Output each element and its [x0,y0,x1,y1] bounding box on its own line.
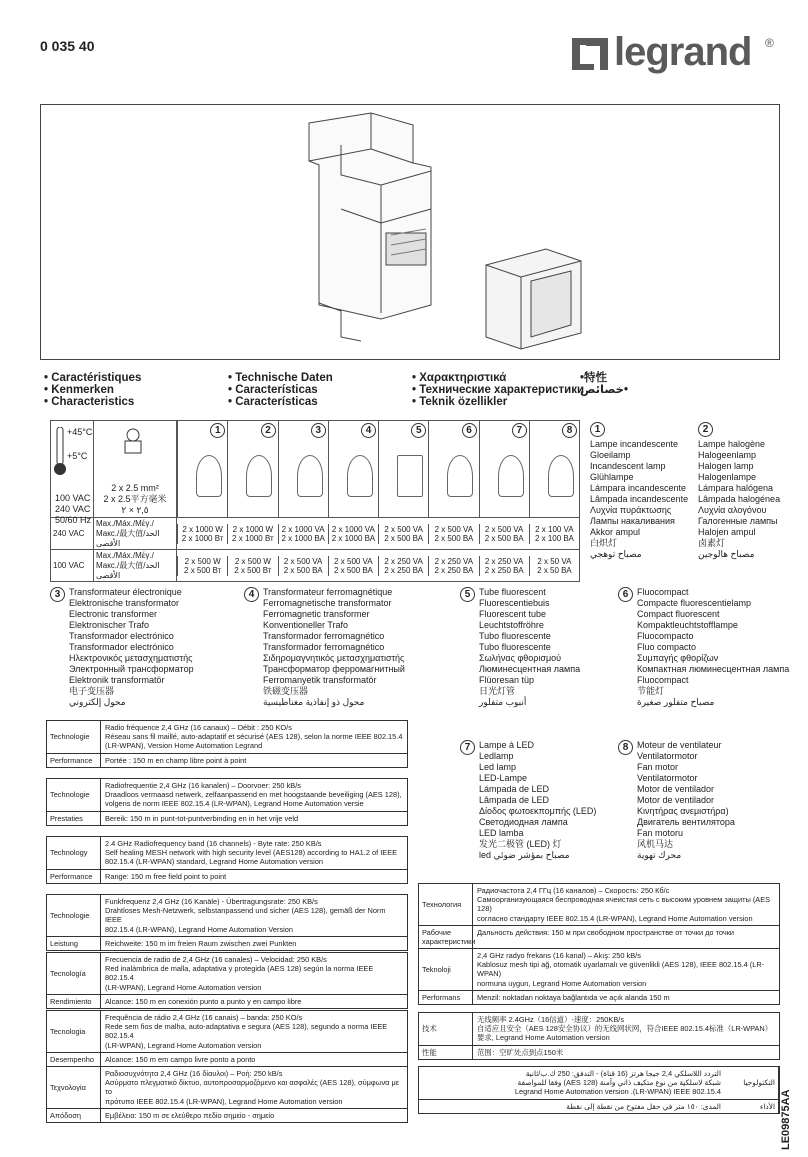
load-number: 6 [462,423,477,438]
row-label: Technologie [47,895,101,936]
performance-row [47,937,407,950]
legend-line: Галогенные лампы [698,516,778,526]
legend-line: Ventilatormotor [637,773,698,783]
row-value: 无线频率 2.4GHz（16信道）-速度：250KB/s 自适应且安全（AES 128安全协议）的无线网状网，符合IEEE 802.15.4标准（LR-WPAN） 要求, Legrand Home Automation version [477,1015,773,1043]
technology-row [47,953,407,995]
row-100-value-7: 2 x 250 VA 2 x 250 ВА [479,556,529,576]
legend-line: Elektronische transformator [69,598,180,608]
technology-row [419,1013,779,1046]
legend-line: Fluo compacto [637,642,697,652]
legend-line: Transformador electrónico [69,631,174,641]
legend-line: Kompaktleuchtstofflampe [637,620,738,630]
legend-line: محول إلكتروني [69,697,126,707]
legend-line: Ventilatormotor [637,751,698,761]
row-100-value-1: 2 x 500 W 2 x 500 Вт [177,556,227,576]
legend-line: Fluocompacto [637,631,694,641]
legend-line: Tubo fluorescente [479,631,551,641]
load-number: 8 [562,423,577,438]
legend-1: 1 Lampe incandescente Gloeilamp Incandescent lamp Glühlampe Lámpara incandescente Lâmpada incandescente Λυχνία πυράκτωσης Лампы накаливания Akkor ampul 白炽灯 مصباح توهجي [590,424,689,559]
header-col-1: • Caractéristiques • Kenmerken • Characteristics [44,372,142,408]
row-value: Reichweite: 150 m im freien Raum zwischen zwei Punkten [105,938,297,948]
technology-row [47,837,407,870]
load-icon [498,455,524,497]
legend-line: Incandescent lamp [590,461,666,471]
legend-line: 日光灯管 [479,686,516,696]
row-value: Menzil: noktadan noktaya bağlantıda ve açık alanda 150 m [477,992,670,1002]
performance-row [47,1109,407,1122]
row-240-value-2: 2 x 1000 W 2 x 1000 Вт [227,524,277,544]
spec-table [50,420,580,582]
legend-line: Компактная люминесцентная лампа [637,664,790,674]
legend-number: 7 [460,740,475,755]
load-icon [397,455,423,497]
row-label: Rendimiento [47,995,101,1008]
conditions-cell [51,421,94,525]
legend-line: Gloeilamp [590,450,631,460]
legend-line: Transformador ferromagnético [263,631,385,641]
row-value: Frecuencia de radio de 2,4 GHz (16 canales) – Velocidad: 250 KB/s Red inalámbrica de malla, adaptativa y protegida (AES 128) según la norma IEEE 802.15.4 (LR-WPAN), Legrand Home Automation version [105,955,374,992]
legend-line: Elektronik transformatör [69,675,165,685]
legend-line: Λυχνία πυράκτωσης [590,505,672,515]
legend-line: Fluocompact [637,675,689,685]
legend-line: Fluorescentiebuis [479,598,550,608]
legend-line: 发光二极管 (LED) 灯 [479,839,562,849]
legend-line: Glühlampe [590,472,634,482]
load-icon [246,455,272,497]
thermometer-icon [53,427,67,477]
load-number: 3 [311,423,326,438]
performance-row [47,995,407,1008]
legend-line: led مصباح بمؤشر ضوئي [479,850,570,860]
legend-line: Fan motor [637,762,679,772]
tech-table [46,952,408,1009]
legend-line: Fluorescent tube [479,609,547,619]
legend-line: Halojen ampul [698,527,756,537]
legend-line: Transformador electrónico [69,642,174,652]
row-label: Απόδοση [47,1109,101,1122]
header-col-4: •特性 خصائص• [580,372,628,396]
legend-line: Transformador ferromagnético [263,642,385,652]
technology-row [47,721,407,754]
legend-line: محرك تهوية [637,850,682,860]
load-number: 2 [261,423,276,438]
row-label: Performance [47,870,101,883]
legend-line: Tube fluorescent [479,587,546,597]
tech-table [418,948,780,1005]
legend-line: Akkor ampul [590,527,641,537]
legend-line: Halogen lamp [698,461,754,471]
load-icon [297,455,323,497]
legend-line: Lámpara incandescente [590,483,687,493]
row-value: Радиочастота 2,4 ГГц (16 каналов) – Скорость: 250 Кб/с Самоорганизующаяся беспроводная ячеистая сеть с высоким уровнем защиты (AES 128) согласно стандарту IEEE 802.15.4 (LR-WPAN), Legrand Home Automation version [477,886,771,923]
row-label: Leistung [47,937,101,950]
registered-mark: ® [765,36,774,50]
legend-7 [460,740,596,861]
terminal-screw-icon [118,425,148,455]
legend-line: Люминесцентная лампа [479,664,581,674]
brand-name: legrand [614,30,752,74]
row-label: Desempenho [47,1053,101,1066]
row-value: 范围：空旷处点到点150米 [477,1047,564,1057]
row-value: Εμβέλεια: 150 m σε ελεύθερο πεδίο σημείο - σημείο [105,1110,275,1120]
legend-line: Συμπαγής φθορίζων [637,653,719,663]
technology-row [419,949,779,991]
legend-line: Lámpara halógena [698,483,774,493]
load-column-4 [328,421,378,517]
legend-line: Compacte fluorescentielamp [637,598,752,608]
row-240-value-1: 2 x 1000 W 2 x 1000 Вт [177,524,227,544]
legend-line: Κινητήρας ανεμιστήρα) [637,806,729,816]
legend-8 [618,740,735,861]
legend-line: Светодиодная лампа [479,817,568,827]
legend-line: Flüoresan tüp [479,675,535,685]
row-100-value-8: 2 x 50 VA 2 x 50 ВА [529,556,579,576]
load-column-8 [529,421,579,517]
row-240-value-4: 2 x 1000 VA 2 x 1000 ВА [328,524,378,544]
legend-line: Konventioneller Trafo [263,620,349,630]
load-number: 7 [512,423,527,438]
legend-line: Motor de ventilador [637,795,715,805]
row-value: Alcance: 150 m en conexión punto a punto y en campo libre [105,996,302,1006]
legrand-logo [570,30,780,80]
legend-line: Tubo fluorescente [479,642,551,652]
legend-line: Ηλεκτρονικός μετασχηματιστής [69,653,193,663]
side-code: LE09875AA [780,1089,792,1150]
row-label: الأداء [725,1100,779,1113]
load-number: 5 [411,423,426,438]
performance-row [419,991,779,1004]
row-100-max: Max./Máx./Μέγ./ Макс./最大值/الحد الأقصى [94,550,177,582]
legend-line: Fan motoru [637,828,684,838]
tech-table [46,778,408,826]
row-240-value-8: 2 x 100 VA 2 x 100 ВА [529,524,579,544]
row-value: 2.4 GHz Radiofrequency band (16 channels) - Byte rate: 250 KB/s Self healing MESH network with high security level (AES128) according to HA1.2 of IEEE 802.15.4 (LR-WPAN) standard, Legrand Home Automation version [105,839,398,867]
legend-line: Lámpada de LED [479,784,550,794]
row-label: Технология [419,884,473,925]
row-value: Range: 150 m free field point to point [105,871,227,881]
legend-line: Ferromanyetik transformatör [263,675,377,685]
legend-line: Lampe à LED [479,740,535,750]
row-value: Portée : 150 m en champ libre point à point [105,755,247,765]
legend-line: Lâmpada de LED [479,795,550,805]
row-label: Tecnologia [47,1011,101,1052]
row-value: Дальность действия: 150 м при свободном пространстве от точки до точки [477,927,735,937]
legend-line: Elektronischer Trafo [69,620,150,630]
load-column-7 [479,421,529,517]
row-label: Performance [47,754,101,767]
load-number: 1 [210,423,225,438]
legend-5 [460,587,580,708]
legend-line: Halogeenlamp [698,450,757,460]
legend-line: محول ذو إنفاذية مغناطيسية [263,697,365,707]
load-column-6 [428,421,478,517]
row-value: Bereik: 150 m in punt-tot-puntverbinding en in het vrije veld [105,813,299,823]
row-label: Prestaties [47,812,101,825]
legend-line: Compact fluorescent [637,609,720,619]
legend-line: Ledlamp [479,751,514,761]
load-icon [347,455,373,497]
legend-number: 4 [244,587,259,602]
legend-line: 卤素灯 [698,538,726,548]
legend-line: 白炽灯 [590,538,618,548]
row-240-label: 240 VAC [51,518,94,550]
legend-line: Δίοδος φωτοεκπομπής (LED) [479,806,597,816]
legend-line: مصباح توهجي [590,549,642,559]
load-icon [196,455,222,497]
product-reference: 0 035 40 [40,38,95,54]
row-100-value-5: 2 x 250 VA 2 x 250 ВА [378,556,428,576]
technology-row [47,895,407,937]
row-100-value-4: 2 x 500 VA 2 x 500 ВА [328,556,378,576]
legend-2: 2 Lampe halogène Halogeenlamp Halogen lamp Halogenlampe Lámpara halógena Lâmpada halogénea Λυχνία αλογόνου Галогенные лампы Halojen ampul 卤素灯 مصباح هالوجين [698,424,781,559]
legend-number: 8 [618,740,633,755]
legend-6 [618,587,789,708]
tech-table [46,1066,408,1123]
tech-table [46,894,408,951]
legend-line: Λυχνία αλογόνου [698,505,767,515]
row-label: التكنولوجيا [725,1067,779,1099]
legend-line: مصباح هالوجين [698,549,755,559]
tech-table [46,836,408,884]
row-label: Рабочие характеристики [419,926,473,948]
legend-line: 电子变压器 [69,686,115,696]
legend-line: Moteur de ventilateur [637,740,722,750]
legrand-mark-icon [570,34,610,74]
load-icon [447,455,473,497]
legend-line: Lampe halogène [698,439,766,449]
row-240-value-5: 2 x 500 VA 2 x 500 ВА [378,524,428,544]
tech-table [46,720,408,768]
legend-line: Электронный трансформатор [69,664,194,674]
row-label: Technologie [47,779,101,811]
legend-line: Ferromagnetische transformator [263,598,392,608]
legend-line: مصباح متفلور صغيرة [637,697,715,707]
legend-line: LED lamba [479,828,524,838]
row-240-value-3: 2 x 1000 VA 2 x 1000 ВА [278,524,328,544]
voltage-list: 100 VAC 240 VAC 50/60 Hz [55,493,92,525]
wire-cell: 2 x 2.5 mm² 2 x 2.5平方毫米 ٢,٥ × ٢ [94,421,177,518]
legend-line: 节能灯 [637,686,665,696]
technology-row [47,1067,407,1109]
row-value: Radio fréquence 2,4 GHz (16 canaux) – Débit : 250 KO/s Réseau sans fil maillé, auto-adaptatif et sécurisé (AES 128), selon la norme IEEE 802.15.4 (LR-WPAN), Version Home Automation Legrand [105,723,403,751]
row-100-value-6: 2 x 250 VA 2 x 250 ВА [428,556,478,576]
tech-table [46,1010,408,1067]
performance-row [419,926,779,948]
legend-line: Σωλήνας φθορισμού [479,653,562,663]
load-column-3 [278,421,328,517]
row-value: Frequência de rádio 2,4 GHz (16 canais) – banda: 250 KO/s Rede sem fios de malha, auto-adaptativa e segura (AES 128), segundo a norma IEEE 802.15.4 (LR-WPAN), Legrand Home Automation version [105,1013,388,1050]
row-240-value-6: 2 x 500 VA 2 x 500 ВА [428,524,478,544]
temp-min: +5°C [67,451,88,461]
row-label: Technology [47,837,101,869]
legend-line: Lâmpada halogénea [698,494,781,504]
legend-line: Leuchtstoffröhre [479,620,544,630]
legend-number: 6 [618,587,633,602]
row-label: Tecnología [47,953,101,994]
temp-max: +45°C [67,427,93,437]
row-100-value-2: 2 x 500 W 2 x 500 Вт [227,556,277,576]
row-label: 性能 [419,1046,473,1059]
legend-line: Motor de ventilador [637,784,715,794]
legend-line: Led lamp [479,762,517,772]
row-label: Performans [419,991,473,1004]
technology-row [419,1067,779,1100]
legend-3 [50,587,194,708]
technology-row [47,779,407,812]
row-240-max: Max./Máx./Μέγ./ Макс./最大值/الحد الأقصى [94,518,177,550]
legend-line: Transformateur ferromagnétique [263,587,393,597]
legend-line: Fluocompact [637,587,689,597]
row-value: Funkfrequenz 2,4 GHz (16 Kanäle) - Übertragungsrate: 250 KB/s Drahtloses Mesh-Netzwerk, selbstanpassend und sicher (AES 128), gemäß der Norm IEEE 802.15.4 (LR-WPAN), Legrand Home Automation Version [105,897,386,934]
tech-table [418,883,780,949]
legend-line: Лампы накаливания [590,516,675,526]
legend-line: Halogenlampe [698,472,757,482]
row-100-value-3: 2 x 500 VA 2 x 500 ВА [278,556,328,576]
load-column-1 [177,421,227,517]
performance-row [47,870,407,883]
load-column-5 [378,421,428,517]
header-col-3: • Χαρακτηριστικά • Технические характеристики • Teknik özellikler [412,372,585,408]
legend-line: 铁磁变压器 [263,686,309,696]
performance-row [47,812,407,825]
row-value: التردد اللاسلكي 2,4 جيجا هرتز (16 قناة) - التدفق: 250 ك.ب/ثانية شبكة لاسلكية من نوع متكيف ذاتي وآمنة (AES 128) وفقا للمواصفة Legrand Home Automation version .(LR-WPAN) IEEE 802.15.4 [514,1069,721,1097]
row-value: Radiofrequentie 2,4 GHz (16 kanalen) – Doorvoer: 250 kB/s Draadloos vermaasd netwerk, zelfaanpassend en met hoogstaande beveiliging (AES 128), volgens de norm IEEE 802.15.4 (LR-WPAN), Legrand Home Automation versie [105,781,402,809]
legend-line: LED-Lampe [479,773,528,783]
load-column-2 [227,421,277,517]
performance-row [419,1100,779,1113]
row-value: Ραδιοσυχνότητα 2,4 GHz (16 δίαυλοι) – Ροή: 250 kB/s Ασύρματο πλεγματικό δίκτυο, αυτοπροσαρμοζόμενο και ασφαλές (AES 128), σύμφωνα με το πρότυπο IEEE 802.15.4 (LR-WPAN), Legrand Home Automation version [105,1069,400,1106]
row-value: 2,4 GHz radyo frekans (16 kanal) – Akış: 250 kB/s Kablosuz mesh tipi ağ, otomatik uyarlamalı ve güvenlikli (AES 128), IEEE 802.15.4 (LR-WPAN) normuna uygun, Legrand Home Automation version [477,951,765,988]
legend-line: 风机马达 [637,839,674,849]
technology-row [47,1011,407,1053]
legend-4 [244,587,405,708]
legend-line: Двигатель вентилятора [637,817,735,827]
legend-line: Σιδηρομαγνητικός μετασχηματιστής [263,653,405,663]
row-label: 技术 [419,1013,473,1045]
legend-line: Transformateur électronique [69,587,182,597]
legend-line: Lâmpada incandescente [590,494,689,504]
row-value: Alcance: 150 m em campo livre ponto a ponto [105,1054,256,1064]
row-label: Τεχνολογία [47,1067,101,1108]
legend-number: 3 [50,587,65,602]
tech-table [418,1012,780,1060]
header-col-2: • Technische Daten • Características • Características [228,372,333,408]
product-illustration [40,104,780,360]
legend-line: Трансформатор ферромагнитный [263,664,405,674]
performance-row [47,754,407,767]
row-label: Technologie [47,721,101,753]
performance-row [47,1053,407,1066]
row-100-label: 100 VAC [51,550,94,582]
performance-row [419,1046,779,1059]
legend-line: Ferromagnetic transformer [263,609,370,619]
legend-line: Electronic transformer [69,609,158,619]
legend-line: أنبوب متفلور [479,697,527,707]
product-drawing [41,105,779,359]
row-240-value-7: 2 x 500 VA 2 x 500 ВА [479,524,529,544]
load-icon [548,455,574,497]
tech-table [418,1066,780,1114]
technology-row [419,884,779,926]
legend-line: Lampe incandescente [590,439,679,449]
legend-number: 5 [460,587,475,602]
row-label: Teknoloji [419,949,473,990]
row-value: المدى: ١٥٠ متر في حقل مفتوح من نقطة إلى نقطة [566,1101,721,1111]
load-number: 4 [361,423,376,438]
load-icons-row [177,421,580,518]
